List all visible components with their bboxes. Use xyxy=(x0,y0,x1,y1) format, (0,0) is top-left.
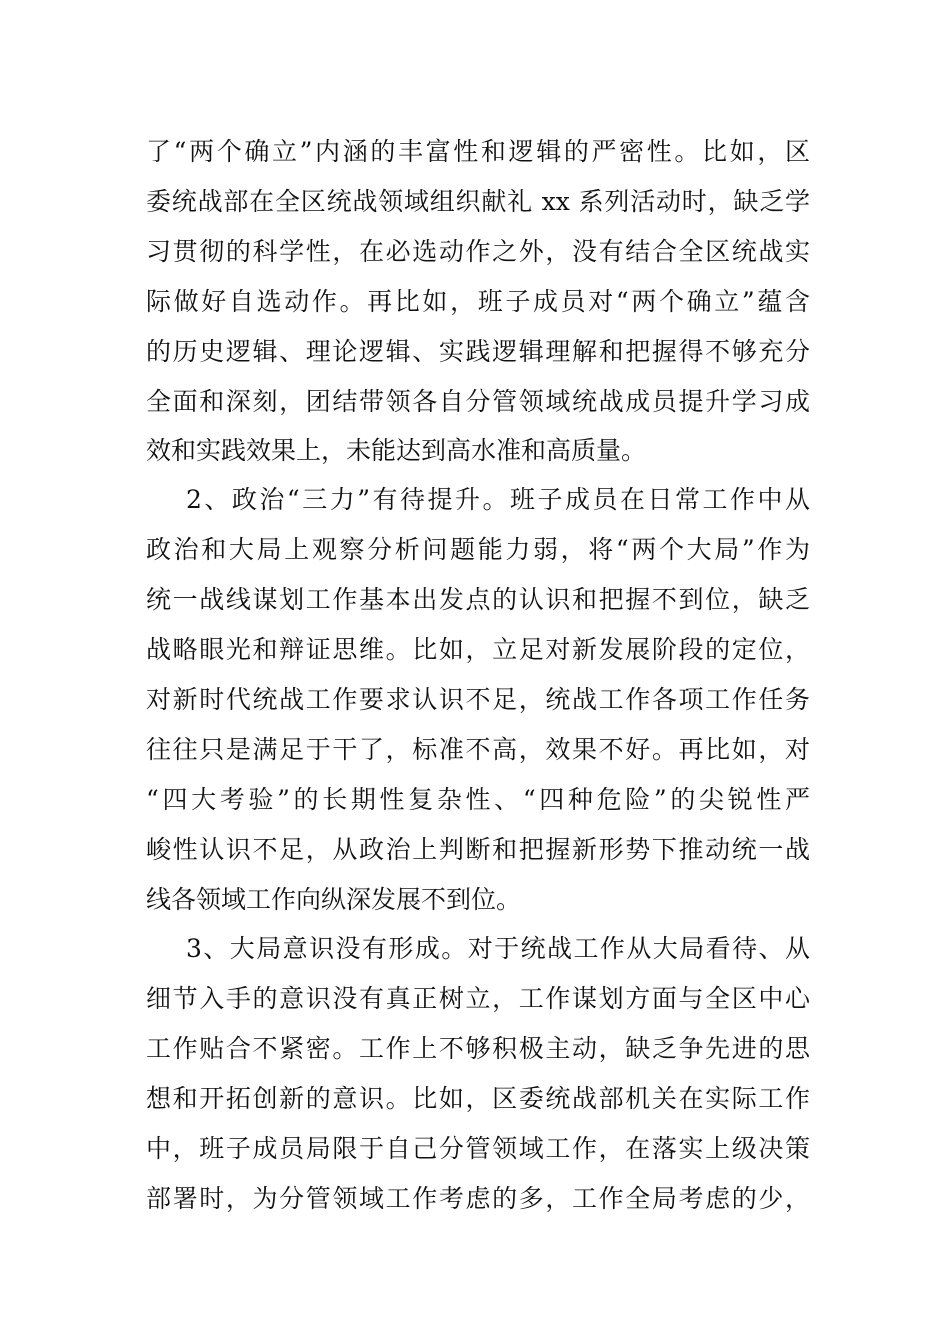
text-line: 了“两个确立”内涵的丰富性和逻辑的严密性。比如，区 xyxy=(146,137,810,166)
text-line: 工作贴合不紧密。工作上不够积极主动，缺乏争先进的思 xyxy=(146,1034,810,1063)
paragraph-heading-line: 3、大局意识没有形成。对于统战工作从大局看待、从 xyxy=(186,934,810,963)
text-line: 政治和大局上观察分析问题能力弱，将“两个大局”作为 xyxy=(146,535,810,564)
text-line: 对新时代统战工作要求认识不足，统战工作各项工作任务 xyxy=(146,685,810,714)
text-line: 效和实践效果上，未能达到高水准和高质量。 xyxy=(146,436,647,465)
text-line: 统一战线谋划工作基本出发点的认识和把握不到位，缺乏 xyxy=(146,585,810,614)
text-line: 际做好自选动作。再比如，班子成员对“两个确立”蕴含 xyxy=(146,287,810,316)
text-line: 细节入手的意识没有真正树立，工作谋划方面与全区中心 xyxy=(146,984,810,1013)
text-line: “四大考验”的长期性复杂性、“四种危险”的尖锐性严 xyxy=(146,785,810,814)
text-line: 全面和深刻，团结带领各自分管领域统战成员提升学习成 xyxy=(146,387,810,416)
text-line: 战略眼光和辩证思维。比如，立足对新发展阶段的定位， xyxy=(146,635,810,664)
text-line: 线各领域工作向纵深发展不到位。 xyxy=(146,885,522,914)
text-line: 峻性认识不足，从政治上判断和把握新形势下推动统一战 xyxy=(146,835,810,864)
text-line: 想和开拓创新的意识。比如，区委统战部机关在实际工作 xyxy=(146,1084,810,1113)
text-line: 委统战部在全区统战领域组织献礼 xx 系列活动时，缺乏学 xyxy=(146,187,810,216)
text-line: 中，班子成员局限于自己分管领域工作，在落实上级决策 xyxy=(146,1134,810,1163)
paragraph-heading-line: 2、政治“三力”有待提升。班子成员在日常工作中从 xyxy=(186,485,810,514)
text-line: 的历史逻辑、理论逻辑、实践逻辑理解和把握得不够充分 xyxy=(146,337,810,366)
text-line: 往往只是满足于干了，标准不高，效果不好。再比如，对 xyxy=(146,735,810,764)
text-line: 部署时，为分管领域工作考虑的多，工作全局考虑的少， xyxy=(146,1184,810,1213)
text-line: 习贯彻的科学性，在必选动作之外，没有结合全区统战实 xyxy=(146,237,810,266)
